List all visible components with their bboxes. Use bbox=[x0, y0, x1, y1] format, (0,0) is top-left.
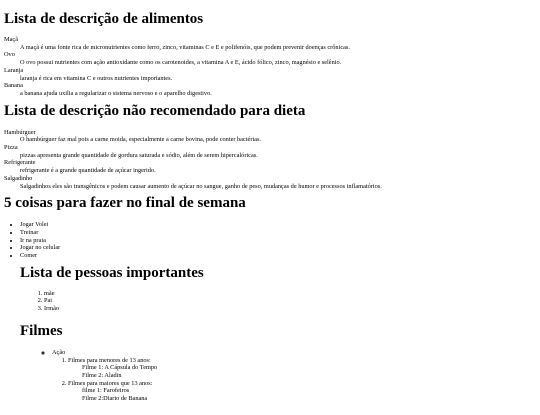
desc-hamburguer: O hambúrguer faz mal pois a carne moida, especialmente a carne bovina, pode conter bactérias. bbox=[20, 136, 261, 144]
list-film-groups bbox=[52, 357, 540, 403]
term-salgadinho: Salgadinho bbox=[4, 174, 33, 182]
list-item: • Jogar no celular bbox=[20, 244, 540, 252]
term-maca: Maçã bbox=[4, 36, 18, 43]
desc-banana: a banana ajuda uxilia a regularizar o sistema nervoso e o aparelho digestivo. bbox=[20, 89, 212, 97]
heading-coisas: 5 coisas para fazer no final de semana bbox=[4, 195, 246, 212]
desc-maca: A maçã é uma fonte rica de micronutrientes como ferro, zinco, vitaminas C e E e polifenóis, que podem prevenir doenças crônicas. bbox=[20, 43, 350, 51]
term-laranja: Laranja bbox=[4, 66, 24, 74]
group-label: Filmes para maiores que 13 anos: bbox=[68, 379, 153, 387]
term-hamburguer: Hambúrguer bbox=[4, 128, 36, 136]
desc-laranja: laranja é rica em vitamina C e outros nutrientes importantes. bbox=[20, 74, 173, 82]
term-pizza: Pizza bbox=[4, 144, 18, 152]
heading-nao-recomendado: Lista de descrição não recomendado para dieta bbox=[4, 102, 306, 119]
list-item: • Jogar Volei bbox=[20, 221, 540, 229]
heading-pessoas: Lista de pessoas importantes bbox=[20, 264, 204, 281]
term-ovo: Ovo bbox=[4, 51, 15, 59]
list-item: • Ir na praia bbox=[20, 237, 540, 245]
desc-refrigerante: refrigerante é a grande quantidade de açúcar ingerido. bbox=[20, 167, 156, 175]
description-list-alimentos bbox=[4, 36, 540, 98]
list-pessoas bbox=[20, 290, 540, 313]
list-item-group bbox=[68, 380, 540, 403]
term-refrigerante: Refrigerante bbox=[4, 159, 36, 167]
film-line: Filme 2:Diario de Banana bbox=[82, 395, 148, 403]
heading-alimentos: Lista de descrição de alimentos bbox=[4, 11, 204, 27]
list-item: 2. Pai bbox=[44, 297, 540, 305]
list-item: • Treinar bbox=[20, 229, 540, 237]
group-label: Filmes para menores de 13 anos: bbox=[68, 356, 151, 364]
list-item-genre bbox=[52, 349, 540, 403]
list-item: 1. mãe bbox=[44, 290, 540, 298]
list-item: • Comer bbox=[20, 252, 540, 260]
term-banana: Banana bbox=[4, 82, 23, 90]
page-content bbox=[0, 10, 540, 403]
desc-salgadinho: Salgadinhos eles são transgênicos e podem causar aumento de açúcar no sangue, ganho de peso, mudanças de humor e processos inflamatórios. bbox=[20, 182, 382, 190]
list-filmes bbox=[20, 349, 540, 403]
description-list-nao-recomendado bbox=[4, 129, 540, 191]
film-line: Filme 1: A Cápsula do Tempo bbox=[82, 364, 158, 372]
section-pessoas bbox=[20, 264, 540, 403]
list-item: 3. Irmão bbox=[44, 305, 540, 313]
list-item-group bbox=[68, 357, 540, 380]
heading-filmes: Filmes bbox=[20, 322, 63, 339]
desc-ovo: O ovo possui nutrientes com ação antioxidante como os carotenoides, a vitamina A e E, ácido fólico, zinco, magnésio e selênio. bbox=[20, 59, 342, 67]
desc-pizza: pizzas apresenta grande quantidade de gordura saturada e sódio, além de serem hipercalóricas. bbox=[20, 151, 258, 159]
genre-label: Ação bbox=[52, 348, 66, 356]
film-line: filme 1: Farofeiros bbox=[82, 387, 130, 395]
film-line: Filme 2: Aladin bbox=[82, 371, 122, 379]
list-coisas bbox=[4, 221, 540, 260]
